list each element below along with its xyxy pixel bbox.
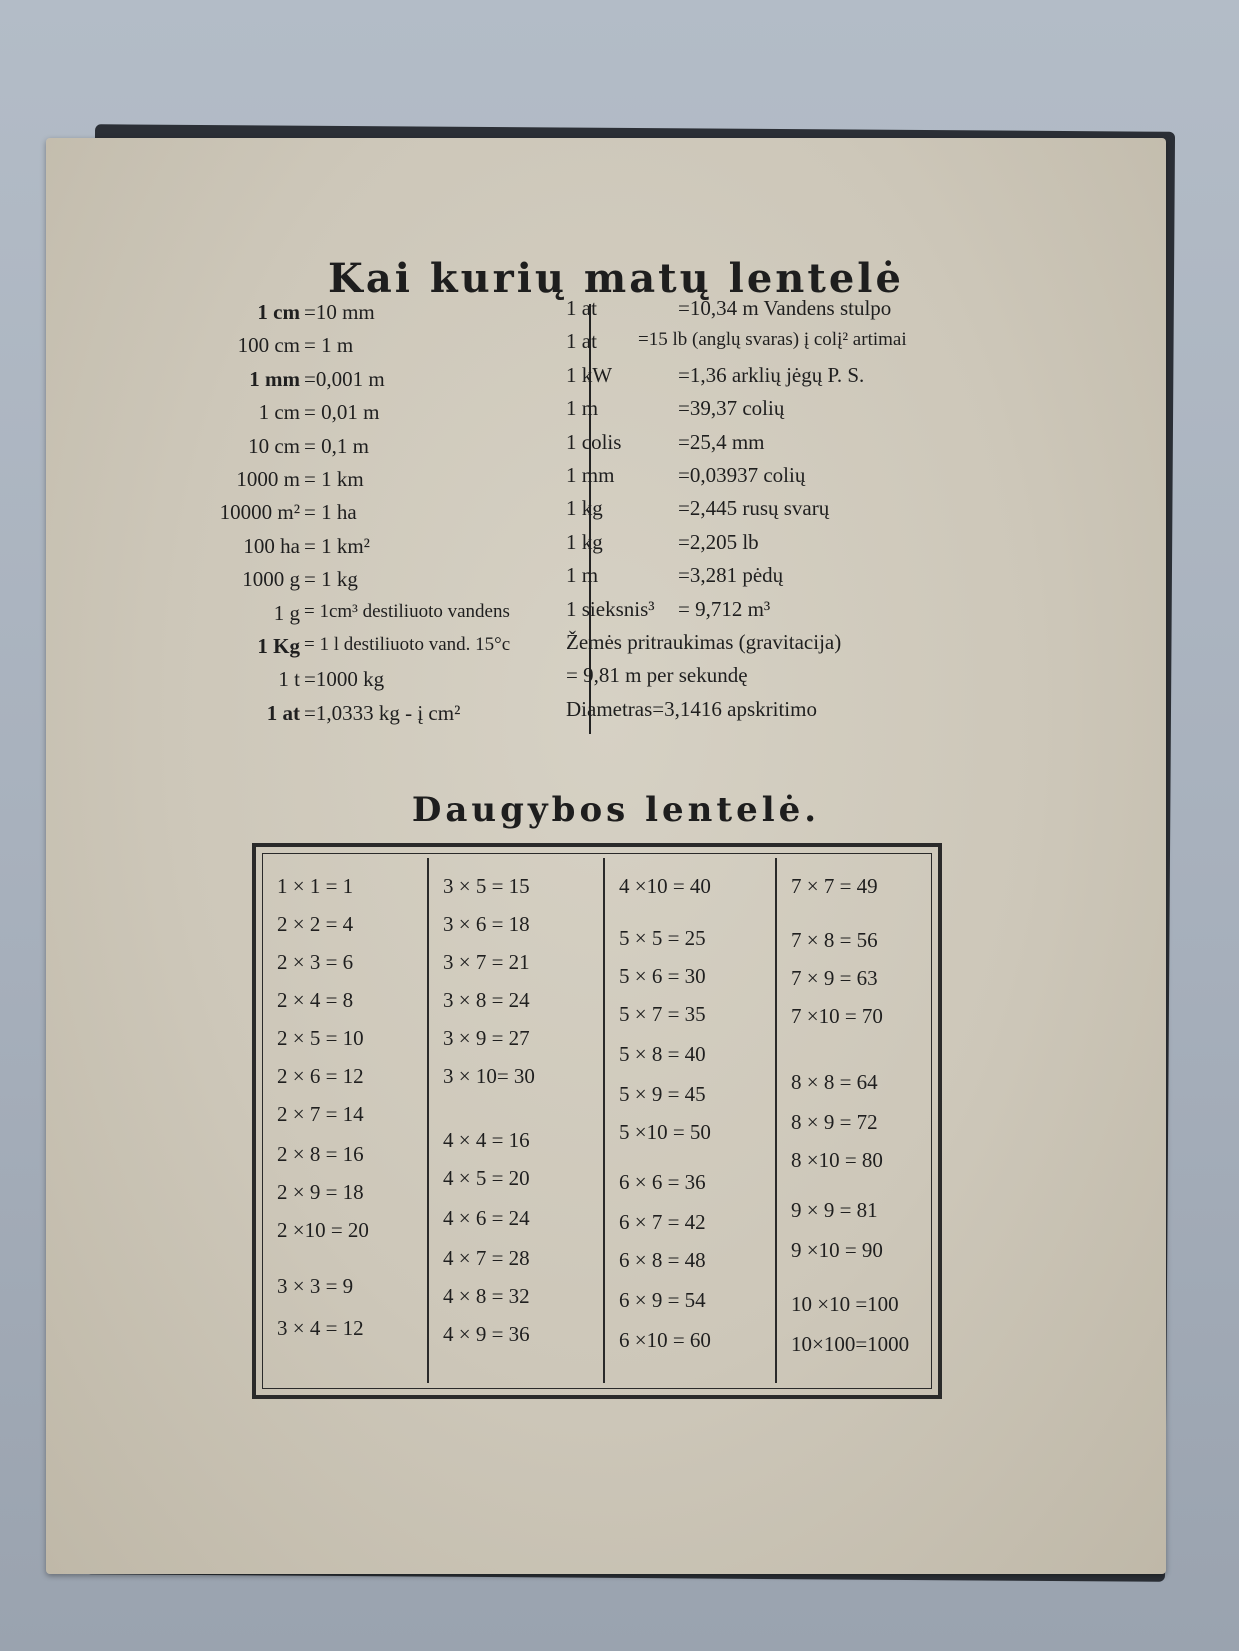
measures-table [46,296,1166,740]
multiplication-cell: 10×100=1000 [791,1332,910,1356]
measure-right-rhs: =3,281 pėdų [678,563,784,588]
measure-left-rhs: =1,0333 kg - į cm² [304,700,461,725]
multiplication-cell: 5 × 7 = 35 [619,1002,706,1026]
multiplication-cell: 5 ×10 = 50 [619,1120,711,1144]
multiplication-cell: 4 × 5 = 20 [443,1166,530,1190]
measure-right-lhs: 1 m [566,563,599,588]
multiplication-table-inner [262,853,932,1389]
multiplication-cell: 4 × 8 = 32 [443,1284,530,1308]
multiplication-cell: 3 × 3 = 9 [277,1274,354,1298]
multiplication-cell: 3 × 8 = 24 [443,988,530,1012]
measure-right-note: = 9,81 m per sekundę [566,663,748,688]
multiplication-cell: 6 × 8 = 48 [619,1248,706,1272]
multiplication-cell: 4 × 6 = 24 [443,1206,530,1230]
multiplication-cell: 2 × 9 = 18 [277,1180,364,1204]
multiplication-cell: 5 × 9 = 45 [619,1082,706,1106]
measure-right-lhs: 1 at [566,296,597,320]
multiplication-cell: 6 × 6 = 36 [619,1170,706,1194]
booklet-page [46,138,1166,1574]
multiplication-cell: 3 × 6 = 18 [443,912,530,936]
measure-left-lhs: 1 g [273,600,300,625]
measure-left-lhs: 1 mm [249,366,300,391]
measure-left-lhs: 1 cm [258,400,300,425]
multiplication-cell: 3 × 5 = 15 [443,874,530,898]
multiplication-cell: 6 × 9 = 54 [619,1288,706,1312]
measure-right-note: Žemės pritraukimas (gravitacija) [566,630,842,654]
multiplication-cell: 2 ×10 = 20 [277,1218,369,1242]
measure-left-lhs: 100 ha [243,533,300,558]
multiplication-cell: 2 × 6 = 12 [277,1064,364,1088]
measure-right-rhs: =10,34 m Vandens stulpo [678,296,892,320]
measure-right-rhs: =2,445 rusų svarų [678,496,830,521]
multiplication-cell: 2 × 8 = 16 [277,1142,364,1166]
multiplication-cell: 2 × 5 = 10 [277,1026,364,1050]
multiplication-cell: 4 × 7 = 28 [443,1246,530,1270]
measure-left-lhs: 1 cm [257,300,300,324]
measure-left-lhs: 1 t [278,667,300,692]
measure-left-rhs: = 1cm³ destiliuoto vandens [304,600,510,622]
measure-left-rhs: =0,001 m [304,366,385,391]
measure-right-lhs: 1 kW [566,362,613,387]
measure-right-rhs: =1,36 arklių jėgų P. S. [678,362,865,387]
multiplication-cell: 8 × 8 = 64 [791,1070,878,1094]
column-divider [427,858,429,1383]
measure-left-rhs: =10 mm [304,300,375,324]
multiplication-cell: 5 × 8 = 40 [619,1042,706,1066]
measure-left-lhs: 100 cm [237,333,300,358]
multiplication-cell: 9 × 9 = 81 [791,1198,878,1222]
measure-right-lhs: 1 sieksnis³ [566,596,655,621]
measure-left-rhs: = 1 kg [304,567,358,592]
measure-right-lhs: 1 at [566,329,597,354]
measure-right-rhs: =39,37 colių [678,396,785,421]
measure-left-rhs: = 0,1 m [304,433,369,458]
multiplication-table [252,843,942,1399]
measure-left-rhs: = 0,01 m [304,400,380,425]
measure-left-rhs: = 1 m [304,333,354,358]
multiplication-cell: 4 × 9 = 36 [443,1322,530,1346]
column-divider [603,858,605,1383]
measure-right-lhs: 1 mm [566,463,615,487]
measure-left-lhs: 10000 m² [219,500,300,525]
measure-right-lhs: 1 m [566,396,599,421]
multiplication-cell: 7 × 9 = 63 [791,966,878,990]
multiplication-cell: 2 × 2 = 4 [277,912,354,936]
multiplication-cell: 4 ×10 = 40 [619,874,711,898]
multiplication-cell: 6 × 7 = 42 [619,1210,706,1234]
multiplication-cell: 6 ×10 = 60 [619,1328,711,1352]
multiplication-cell: 2 × 4 = 8 [277,988,354,1012]
multiplication-cell: 9 ×10 = 90 [791,1238,883,1262]
multiplication-cell: 3 × 10= 30 [443,1064,535,1088]
measure-left-lhs: 1 at [266,700,300,725]
multiplication-cell: 7 × 8 = 56 [791,928,878,952]
multiplication-cell: 3 × 7 = 21 [443,950,530,974]
multiplication-cell: 5 × 5 = 25 [619,926,706,950]
measure-right-lhs: 1 kg [566,529,603,554]
multiplication-title: Daugybos lentelė. [411,790,821,830]
multiplication-cell: 3 × 9 = 27 [443,1026,530,1050]
multiplication-cell: 3 × 4 = 12 [277,1316,364,1340]
measure-left-rhs: =1000 kg [304,667,385,692]
measure-right-note: Diametras=3,1416 apskritimo [566,696,817,721]
multiplication-cell: 2 × 3 = 6 [277,950,354,974]
measure-left-rhs: = 1 l destiliuoto vand. 15°c [304,634,511,655]
multiplication-cell: 10 ×10 =100 [791,1292,899,1316]
column-divider [775,858,777,1383]
measure-right-rhs: =2,205 lb [678,529,759,554]
multiplication-cell: 8 × 9 = 72 [791,1110,878,1134]
measure-left-rhs: = 1 km² [304,533,370,558]
measure-left-lhs: 1000 m [236,467,300,491]
measure-left-lhs: 1 Kg [257,634,300,658]
measure-left-rhs: = 1 km [304,467,364,491]
multiplication-cell: 7 ×10 = 70 [791,1004,883,1028]
measure-right-lhs: 1 colis [566,429,622,454]
measure-right-rhs: =25,4 mm [678,429,765,454]
measure-right-lhs: 1 kg [566,496,603,521]
measures-title: Kai kurių matų lentelė [328,255,904,302]
measure-left-lhs: 10 cm [248,433,300,458]
measure-left-lhs: 1000 g [242,567,300,592]
measure-right-rhs: = 9,712 m³ [678,596,771,621]
multiplication-cell: 5 × 6 = 30 [619,964,706,988]
measure-right-rhs: =0,03937 colių [678,463,806,487]
multiplication-cell: 7 × 7 = 49 [791,874,878,898]
multiplication-cell: 2 × 7 = 14 [277,1102,364,1126]
measure-left-rhs: = 1 ha [304,500,357,525]
multiplication-cell: 4 × 4 = 16 [443,1128,530,1152]
multiplication-cell: 8 ×10 = 80 [791,1148,883,1172]
multiplication-cell: 1 × 1 = 1 [277,874,354,898]
measure-right-rhs: =15 lb (anglų svaras) į colį² artimai [638,329,907,351]
